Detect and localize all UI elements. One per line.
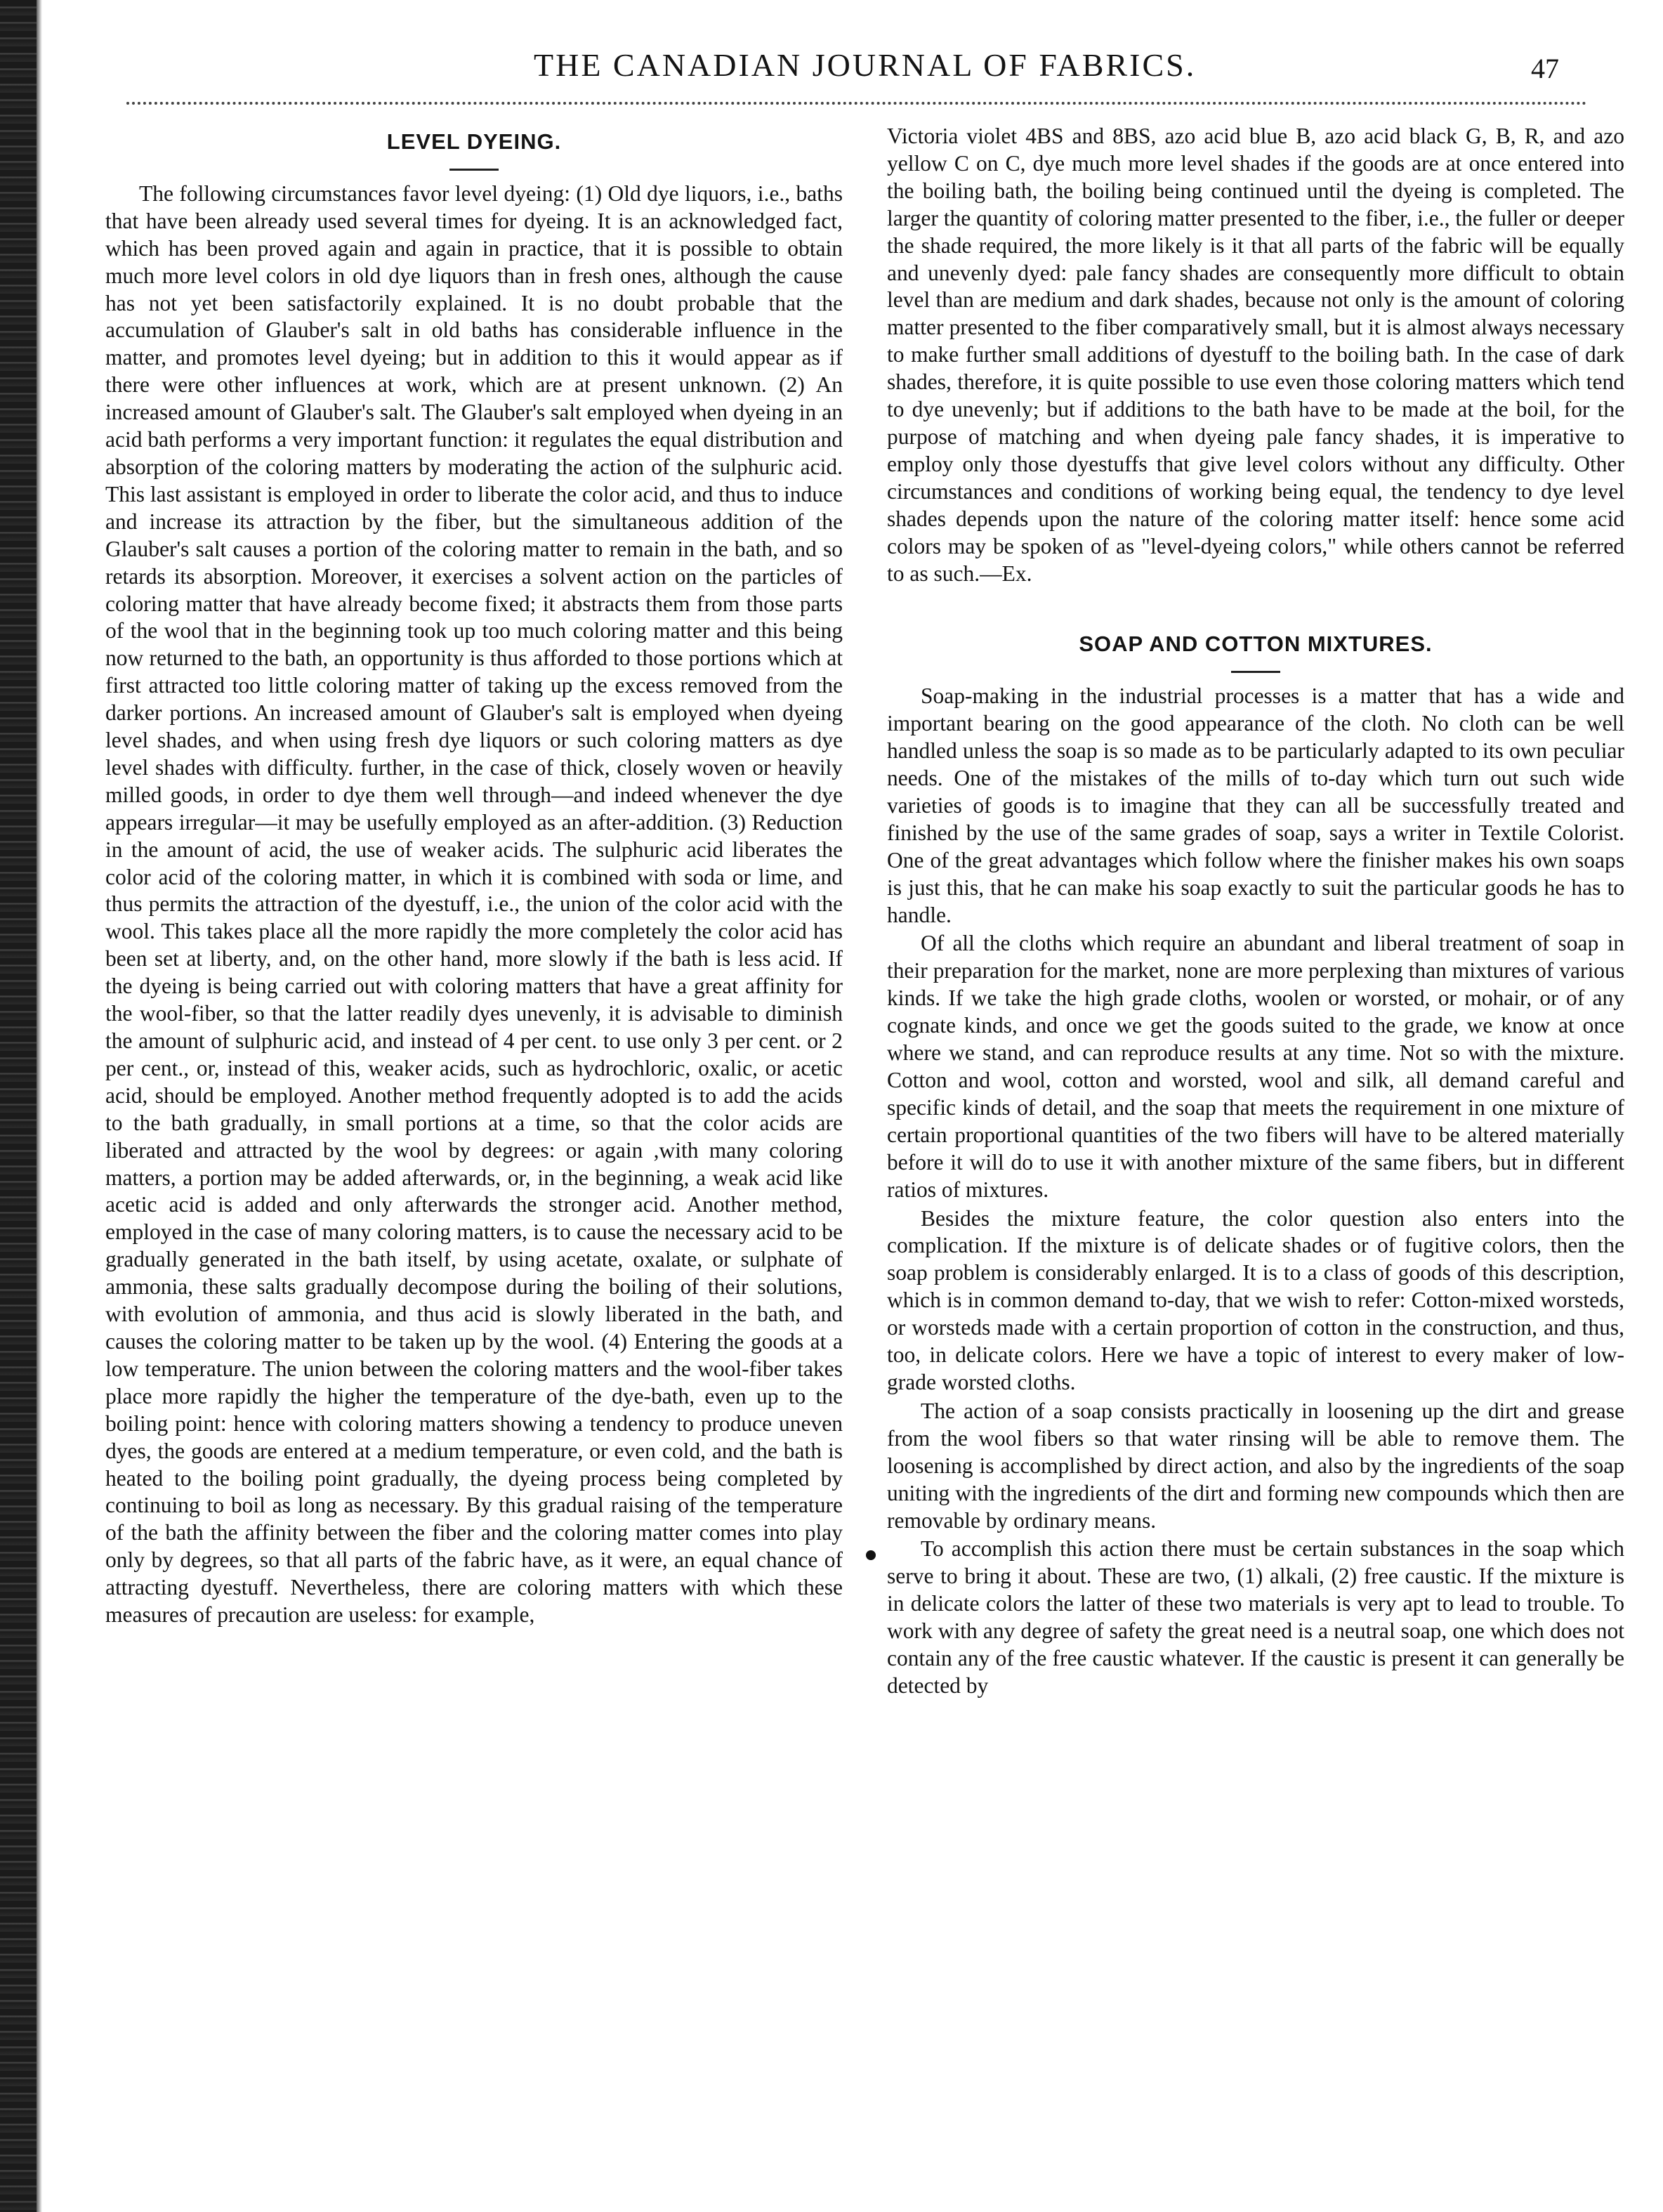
right-column (887, 123, 1624, 1700)
level-dyeing-body: The following circumstances favor level dyeing: (1) Old dye liquors, i.e., baths that have been already used several times for dyeing. It is an acknowledged fact, which has been proved again and again in practice, that it is possible to obtain much more level colors in old dye liquors than in fresh ones, although the cause has not yet been satisfactorily explained. It is no doubt probable that the accumulation of Glauber's salt in old baths has considerable influence in the matter, and promotes level dyeing; but in addition to this it would appear as if there were other influences at work, which are at present unknown. (2) An increased amount of Glauber's salt. The Glauber's salt employed when dyeing in an acid bath performs a very important function: it regulates the equal distribution and absorption of the coloring matters by moderating the action of the sulphuric acid. This last assistant is employed in order to liberate the color acid, and thus to induce and increase its attraction by the fiber, but the simultaneous addition of the Glauber's salt causes a portion of the coloring matter to remain in the bath, and so retards its absorption. Moreover, it exercises a solvent action on the particles of coloring matter that have already become fixed; it abstracts them from those parts of the wool that in the beginning took up too much coloring matter and this being now returned to the bath, an opportunity is thus afforded to those portions which at first attracted too little coloring matter of taking up the excess removed from the darker portions. An increased amount of Glauber's salt is employed when dyeing level shades, and when using fresh dye liquors or such coloring matters as dye level shades with difficulty. further, in the case of thick, closely woven or heavily milled goods, in order to dye them well through—and indeed whenever the dye appears irregular—it may be usefully employed as an after-addition. (3) Reduction in the amount of acid, the use of weaker acids. The sulphuric acid liberates the color acid of the coloring matter, in which it is combined with soda or lime, and thus permits the attraction of the dyestuff, i.e., the union of the color acid with the wool. This takes place all the more rapidly the more completely the color acid has been set at liberty, and, on the other hand, more slowly if the bath is less acid. If the dyeing is being carried out with coloring matters that have a great affinity for the wool-fiber, so that the latter readily dyes unevenly, it is advisable to diminish the amount of sulphuric acid, and instead of 4 per cent. to use only 3 per cent. or 2 per cent., or, instead of this, weaker acids, such as hydrochloric, oxalic, or acetic acid, should be employed. Another method frequently adopted is to add the acids to the bath gradually, in small portions at a time, so that the color acids are liberated and attracted by the wool by degrees: or again ,with many coloring matters, a portion may be added afterwards, or, in the beginning, a weak acid like acetic acid is added and only afterwards the stronger acid. Another method, employed in the case of many coloring matters, is to cause the necessary acid to be gradually generated in the bath itself, by using acetate, oxalate, or sulphate of ammonia, these salts gradually decompose during the boiling of their solutions, with evolution of ammonia, and thus acid is slowly liberated in the bath, and causes the coloring matter to be taken up by the wool. (4) Entering the goods at a low temperature. The union between the coloring matters and the wool-fiber takes place more rapidly the higher the temperature of the dye-bath, even up to the boiling point: hence with coloring matters showing a tendency to produce uneven dyes, the goods are entered at a medium temperature, or even cold, and the bath is heated to the boiling point gradually, the dyeing process being completed by continuing to boil as long as necessary. By this gradual raising of the temperature of the bath the affinity between the fiber and the coloring matter comes into play only by degrees, so that all parts of the fabric have, as it were, an equal chance of attracting dyestuff. Nevertheless, there are coloring matters with which these measures of precaution are useless: for example, (105, 181, 843, 1628)
soap-cotton-title: SOAP AND COTTON MIXTURES. (1079, 631, 1433, 657)
page-header (421, 46, 1615, 96)
soap-paragraph: The action of a soap consists practically in loosening up the dirt and grease from the wool fibers so that water rinsing will be able to remove them. The loosening is accomplished by direct action, and also by the ingredients of the soap uniting with the ingredients of the dirt and forming new compounds which then are removable by ordinary means. (887, 1398, 1624, 1533)
page-binding-edge (0, 0, 37, 2212)
soap-paragraph: Besides the mixture feature, the color question also enters into the complication. If the mixture is of delicate shades or of fugitive colors, then the soap problem is considerably enlarged. It is to a class of goods of this description, which is in common demand to-day, that we wish to refer: Cotton-mixed worsteds, or worsteds made with a certain proportion of cotton in the construction, and thus, too, in delicate colors. Here we have a topic of interest to every maker of low-grade worsted cloths. (887, 1205, 1624, 1394)
level-dyeing-continuation: Victoria violet 4BS and 8BS, azo acid blue B, azo acid black G, B, R, and azo yellow C on C, dye much more level shades if the goods are at once entered into the boiling bath, the boiling being continued until the dyeing is completed. The larger the quantity of coloring matter presented to the fiber, i.e., the fuller or deeper the shade required, the more likely is it that all parts of the fabric will be equally and unevenly dyed: pale fancy shades are consequently more difficult to obtain level than are medium and dark shades, because not only is the amount of coloring matter presented to the fiber comparatively small, but it is almost always necessary to make further small additions of dyestuff to the boiling bath. In the case of dark shades, therefore, it is quite possible to use even those coloring matters which tend to dye unevenly; but if additions to the bath have to be made at the boil, for the purpose of matching and when dyeing pale fancy shades, it is imperative to employ only those dyestuffs that give level colors without any difficulty. Other circumstances and conditions of working being equal, the tendency to dye level shades depends upon the nature of the coloring matter itself: hence some acid colors may be spoken of as "level-dyeing colors," while others cannot be referred to as such.—Ex. (887, 124, 1624, 586)
journal-title: THE CANADIAN JOURNAL OF FABRICS. (534, 47, 1197, 83)
page-number: 47 (1531, 53, 1559, 84)
title-rule (1231, 671, 1280, 673)
soap-paragraph: Soap-making in the industrial processes is a matter that has a wide and important bearing on the good appearance of the cloth. No cloth can be well handled unless the soap is so made as to be particularly adapted to its own peculiar needs. One of the mistakes of the mills of to-day which turn out such wide varieties of goods is to imagine that they can all be successfully treated and finished by the use of the same grades of soap, says a writer in Textile Colorist. One of the great advantages which follow where the finisher makes his own soaps is just this, that he can make his soap exactly to suit the particular goods he has to handle. (887, 683, 1624, 927)
level-dyeing-title: LEVEL DYEING. (386, 129, 562, 154)
binding-shadow (37, 0, 42, 2212)
soap-paragraph: To accomplish this action there must be certain substances in the soap which serve to bring it about. These are two, (1) alkali, (2) free caustic. If the mixture is in delicate colors the latter of these two materials is very apt to lead to trouble. To work with any degree of safety the great need is a neutral soap, one which does not contain any of the free caustic whatever. If the caustic is present it can generally be detected by (887, 1536, 1624, 1698)
header-rule (126, 102, 1587, 105)
margin-bullet-mark (866, 1550, 876, 1560)
soap-paragraph: Of all the cloths which require an abundant and liberal treatment of soap in their preparation for the market, none are more perplexing than mixtures of various kinds. If we take the high grade cloths, woolen or worsted, or mohair, or of any cognate kinds, and once we get the goods suited to the grade, we know at once where we stand, and can reproduce results at any time. Not so with the mixture. Cotton and wool, cotton and worsted, wool and silk, all demand careful and specific kinds of detail, and the soap that meets the requirement in one mixture of certain proportional quantities of the two fibers will have to be altered materially before it will do to use it with another mixture of the same fibers, but in different ratios of mixtures. (887, 931, 1624, 1202)
title-rule (449, 169, 499, 171)
left-column (105, 123, 843, 1629)
